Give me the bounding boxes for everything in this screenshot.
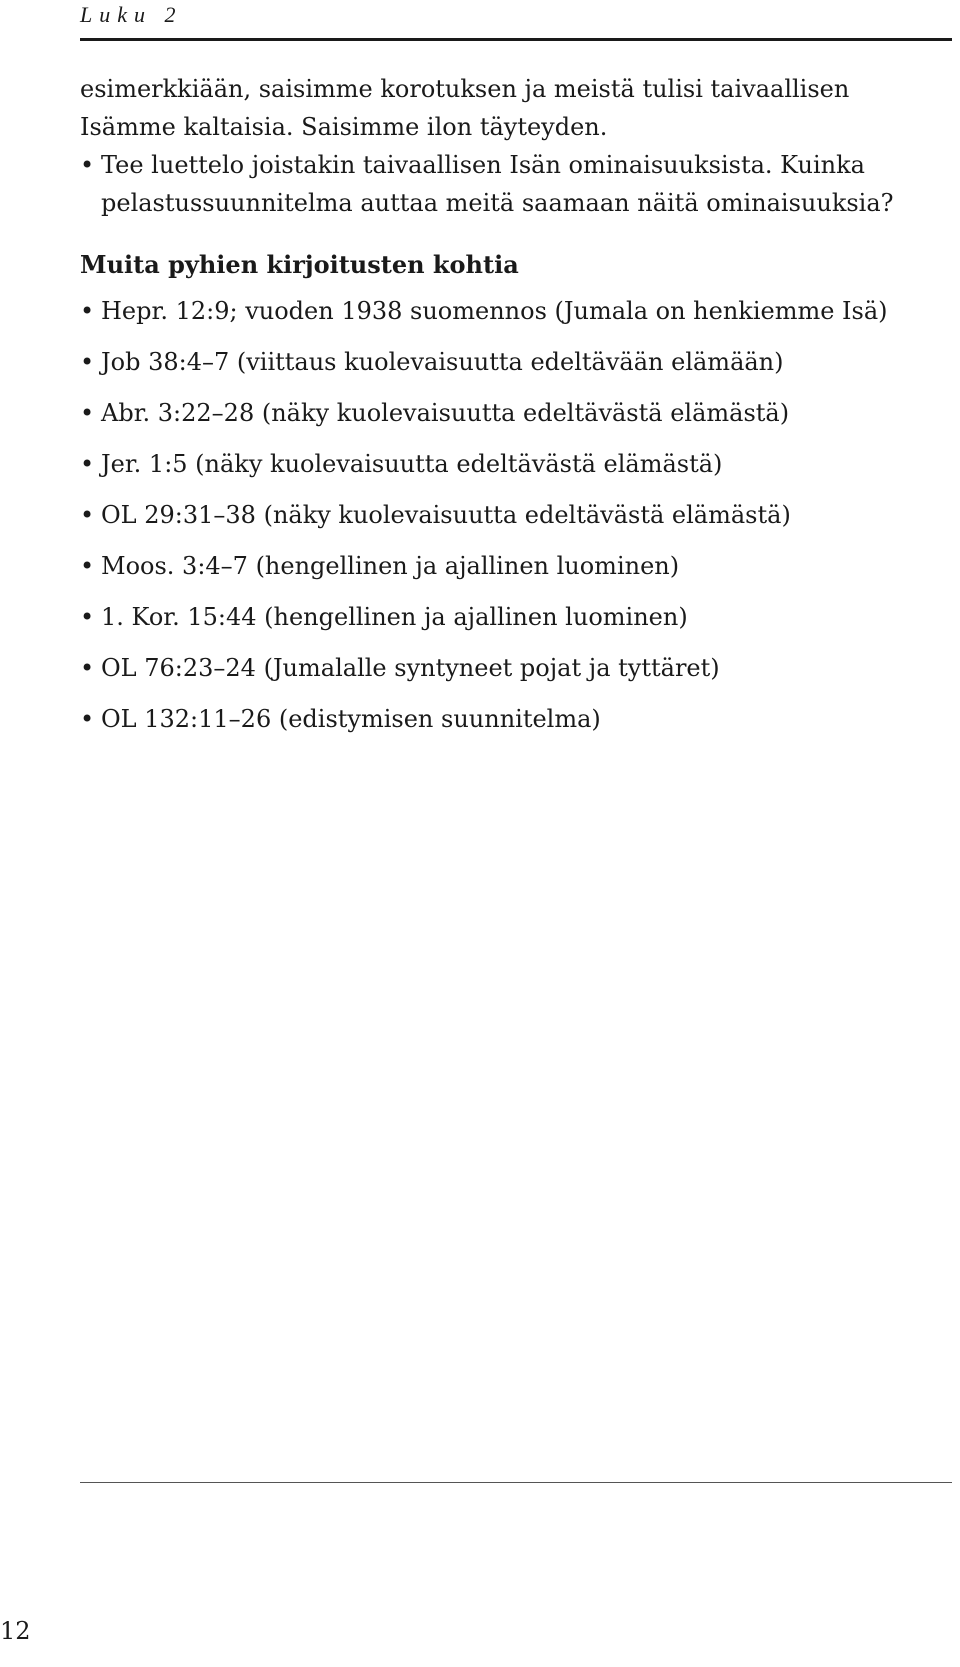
question-line: pelastussuunnitelma auttaa meitä saamaan näitä ominaisuuksia? [101, 189, 894, 217]
scripture-reference [80, 651, 952, 702]
paragraph-line: Isämme kaltaisia. Saisimme ilon täyteyden. [80, 113, 608, 141]
reference-text: Job 38:4–7 (viittaus kuolevaisuutta edeltävään elämään) [101, 348, 784, 376]
reference-text: OL 132:11–26 (edistymisen suunnitelma) [101, 705, 601, 733]
bullet-icon: • [80, 654, 95, 682]
scripture-reference [80, 447, 952, 498]
header-rule [80, 38, 952, 41]
body-paragraph [80, 70, 952, 146]
page-number: 12 [0, 1617, 31, 1645]
scripture-reference-list [80, 294, 952, 753]
bullet-icon: • [80, 399, 95, 427]
footer-rule [80, 1482, 952, 1483]
scripture-reference [80, 396, 952, 447]
bullet-icon: • [80, 603, 95, 631]
paragraph-line: esimerkkiään, saisimme korotuksen ja meistä tulisi taivaallisen [80, 75, 850, 103]
scripture-reference [80, 549, 952, 600]
scripture-reference [80, 498, 952, 549]
scripture-reference [80, 702, 952, 753]
reference-text: Moos. 3:4–7 (hengellinen ja ajallinen luominen) [101, 552, 680, 580]
reference-text: Abr. 3:22–28 (näky kuolevaisuutta edeltävästä elämästä) [101, 399, 790, 427]
reference-text: Jer. 1:5 (näky kuolevaisuutta edeltävästä elämästä) [101, 450, 723, 478]
reference-text: Hepr. 12:9; vuoden 1938 suomennos (Jumala on henkiemme Isä) [101, 297, 888, 325]
bullet-icon: • [80, 348, 95, 376]
bullet-icon: • [80, 705, 95, 733]
reference-text: 1. Kor. 15:44 (hengellinen ja ajallinen luominen) [101, 603, 688, 631]
page-body [80, 70, 952, 753]
reference-text: OL 76:23–24 (Jumalalle syntyneet pojat ja tyttäret) [101, 654, 720, 682]
scripture-reference [80, 294, 952, 345]
bullet-icon: • [80, 450, 95, 478]
reference-text: OL 29:31–38 (näky kuolevaisuutta edeltävästä elämästä) [101, 501, 791, 529]
section-heading: Muita pyhien kirjoitusten kohtia [80, 250, 519, 279]
bullet-icon: • [80, 151, 95, 179]
bullet-icon: • [80, 297, 95, 325]
bullet-icon: • [80, 552, 95, 580]
scripture-reference [80, 600, 952, 651]
scripture-reference [80, 345, 952, 396]
question-line: Tee luettelo joistakin taivaallisen Isän ominaisuuksista. Kuinka [101, 151, 865, 179]
running-head: Luku 2 [80, 2, 183, 27]
bullet-icon: • [80, 501, 95, 529]
discussion-question [80, 146, 952, 222]
